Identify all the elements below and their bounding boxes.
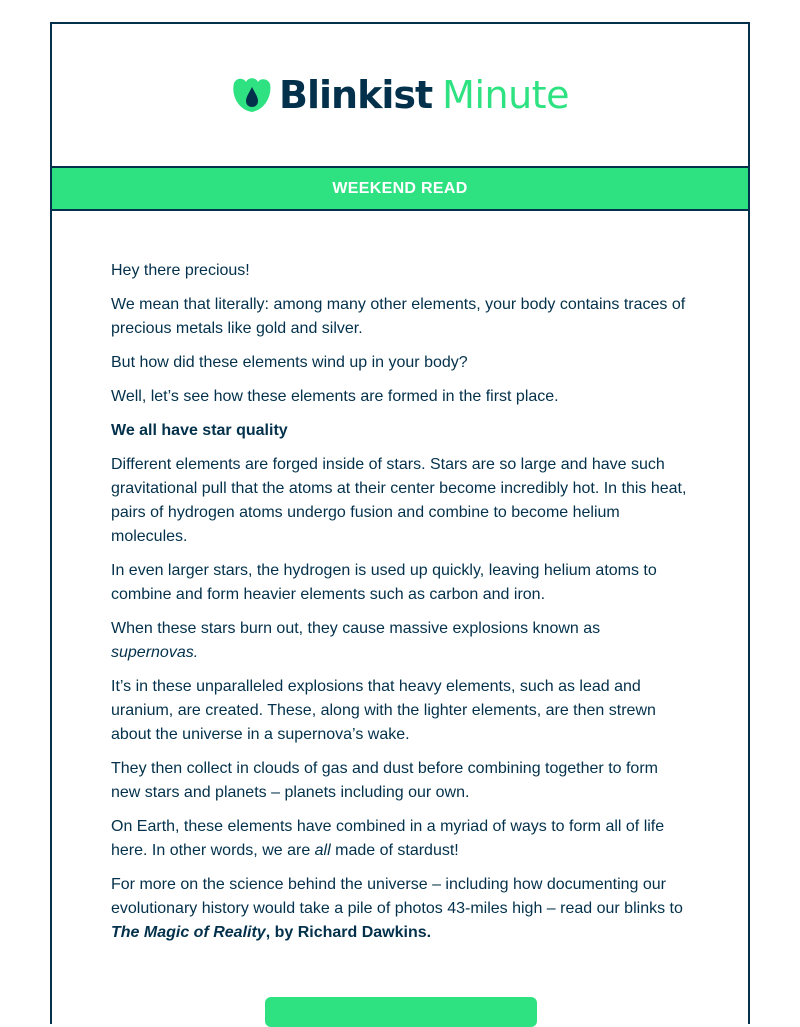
paragraph-6	[111, 617, 689, 665]
supernovas-italic: supernovas.	[111, 644, 199, 661]
paragraph-9-before: On Earth, these elements have combined in a myriad of ways to form all of life here. In other words, we are	[111, 818, 665, 859]
cta-button[interactable]	[265, 997, 537, 1027]
paragraph-7: It’s in these unparalleled explosions that heavy elements, such as lead and uranium, are created. These, along with the lighter elements, are then strewn about the universe in a supernova’s wake.	[111, 678, 656, 743]
paragraph-8: They then collect in clouds of gas and dust before combining together to form new stars and planets – planets including our own.	[111, 760, 658, 801]
email-container	[50, 22, 750, 1024]
paragraph-5: In even larger stars, the hydrogen is used up quickly, leaving helium atoms to combine and form heavier elements such as carbon and iron.	[111, 562, 657, 603]
brand-name: Blinkist	[279, 73, 433, 117]
paragraph-9	[111, 815, 689, 863]
email-header	[52, 24, 748, 168]
section-banner	[52, 168, 748, 211]
banner-label: WEEKEND READ	[332, 179, 468, 197]
book-author: , by Richard Dawkins.	[265, 924, 432, 941]
book-title-link[interactable]	[111, 924, 431, 941]
book-title: The Magic of Reality	[111, 924, 266, 941]
greeting: Hey there precious!	[111, 262, 250, 279]
paragraph-10-text: For more on the science behind the universe – including how documenting our evolutionary history would take a pile of photos 43-miles high – read our blinks to	[111, 876, 683, 917]
paragraph-9-after: made of stardust!	[330, 842, 459, 859]
all-italic: all	[314, 842, 331, 859]
brand-logo[interactable]	[231, 75, 569, 115]
section-heading: We all have star quality	[111, 422, 288, 439]
paragraph-1: We mean that literally: among many other elements, your body contains traces of precious metals like gold and silver.	[111, 296, 686, 337]
brand-sub: Minute	[442, 73, 569, 117]
paragraph-3: Well, let’s see how these elements are formed in the first place.	[111, 388, 559, 405]
paragraph-4: Different elements are forged inside of stars. Stars are so large and have such gravitational pull that the atoms at their center become incredibly hot. In this heat, pairs of hydrogen atoms undergo fusion and combine to become helium molecules.	[111, 456, 687, 545]
leaf-drop-icon	[231, 75, 273, 115]
paragraph-2: But how did these elements wind up in your body?	[111, 354, 468, 371]
paragraph-6-text: When these stars burn out, they cause massive explosions known as	[111, 620, 601, 637]
paragraph-10	[111, 873, 689, 945]
email-body	[52, 211, 748, 945]
